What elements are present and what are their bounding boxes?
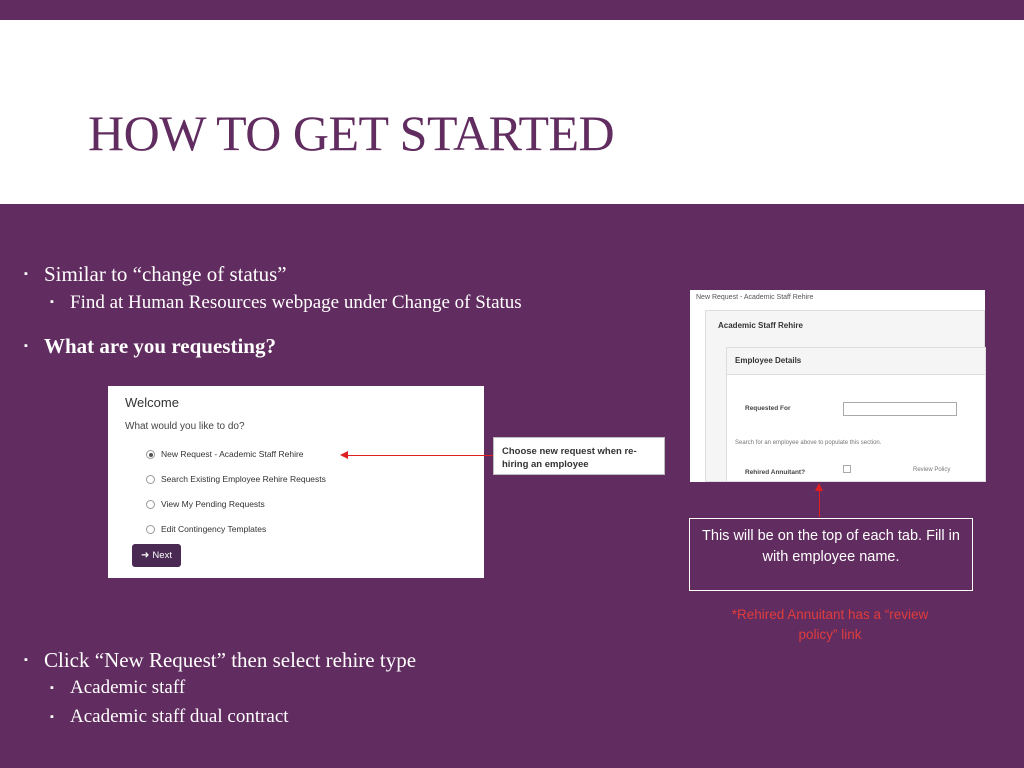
radio-selected-icon[interactable] — [146, 450, 155, 459]
slide-title: HOW TO GET STARTED — [88, 105, 615, 161]
bullet-text: Similar to “change of status” — [44, 262, 287, 286]
annuitant-note: *Rehired Annuitant has a “review policy” link — [731, 607, 929, 642]
bullet-marker: ▪ — [50, 296, 54, 308]
pointer-arrow-line — [344, 455, 494, 456]
bullet-text: What are you requesting? — [44, 334, 276, 358]
search-hint: Search for an employee above to populate this section. — [735, 440, 882, 446]
bullet-marker: ▪ — [24, 340, 28, 352]
bullet-find-hr-webpage — [50, 292, 522, 314]
review-policy-link[interactable]: Review Policy — [913, 467, 951, 473]
arrow-up-icon — [815, 483, 823, 491]
arrow-head-icon — [340, 451, 348, 459]
bullet-academic-staff — [50, 677, 185, 699]
top-band — [0, 0, 1024, 20]
employee-details-section — [726, 347, 986, 482]
bullet-click-new-request — [24, 648, 416, 673]
welcome-question: What would you like to do? — [125, 421, 245, 432]
callout-new-request: Choose new request when re-hiring an employee — [493, 437, 665, 475]
rehire-panel — [705, 310, 985, 482]
bullet-marker: ▪ — [24, 654, 28, 666]
bullet-text: Academic staff — [70, 677, 186, 698]
rehire-screenshot — [690, 290, 985, 482]
rehired-annuitant-label: Rehired Annuitant? — [745, 469, 806, 476]
option-label: Search Existing Employee Rehire Requests — [161, 474, 326, 484]
option-edit-templates[interactable] — [146, 524, 266, 534]
radio-icon[interactable] — [146, 500, 155, 509]
bullet-text: Find at Human Resources webpage under Change of Status — [70, 292, 522, 313]
requested-for-label: Requested For — [745, 405, 791, 412]
arrow-right-icon: ➜ — [141, 550, 150, 561]
option-label: View My Pending Requests — [161, 499, 265, 509]
radio-icon[interactable] — [146, 525, 155, 534]
option-label: New Request - Academic Staff Rehire — [161, 449, 304, 459]
bullet-academic-staff-dual — [50, 706, 289, 728]
option-search-existing[interactable] — [146, 474, 326, 484]
option-view-pending[interactable] — [146, 499, 265, 509]
bullet-similar-change-of-status — [24, 262, 287, 287]
bullet-what-requesting — [24, 334, 276, 359]
callout-top-of-tab: This will be on the top of each tab. Fill in with employee name. — [689, 518, 973, 591]
bullet-text: Click “New Request” then select rehire type — [44, 648, 417, 672]
requested-for-input[interactable] — [843, 402, 957, 416]
bullet-marker: ▪ — [24, 268, 28, 280]
breadcrumb: New Request - Academic Staff Rehire — [696, 294, 814, 301]
pointer-arrow-line-vertical — [819, 490, 820, 517]
section-title: Employee Details — [735, 356, 802, 365]
radio-icon[interactable] — [146, 475, 155, 484]
panel-title: Academic Staff Rehire — [718, 321, 803, 330]
welcome-screenshot — [108, 386, 484, 578]
welcome-heading: Welcome — [125, 395, 179, 410]
section-header — [727, 348, 985, 375]
option-label: Edit Contingency Templates — [161, 524, 267, 534]
bullet-text: Academic staff dual contract — [70, 706, 289, 727]
bullet-marker: ▪ — [50, 682, 54, 694]
title-bar — [0, 20, 1024, 204]
rehired-annuitant-checkbox[interactable] — [843, 465, 851, 473]
next-button[interactable] — [132, 544, 181, 567]
bullet-marker: ▪ — [50, 711, 54, 723]
next-button-label: Next — [152, 550, 172, 561]
option-new-request[interactable] — [146, 449, 304, 459]
